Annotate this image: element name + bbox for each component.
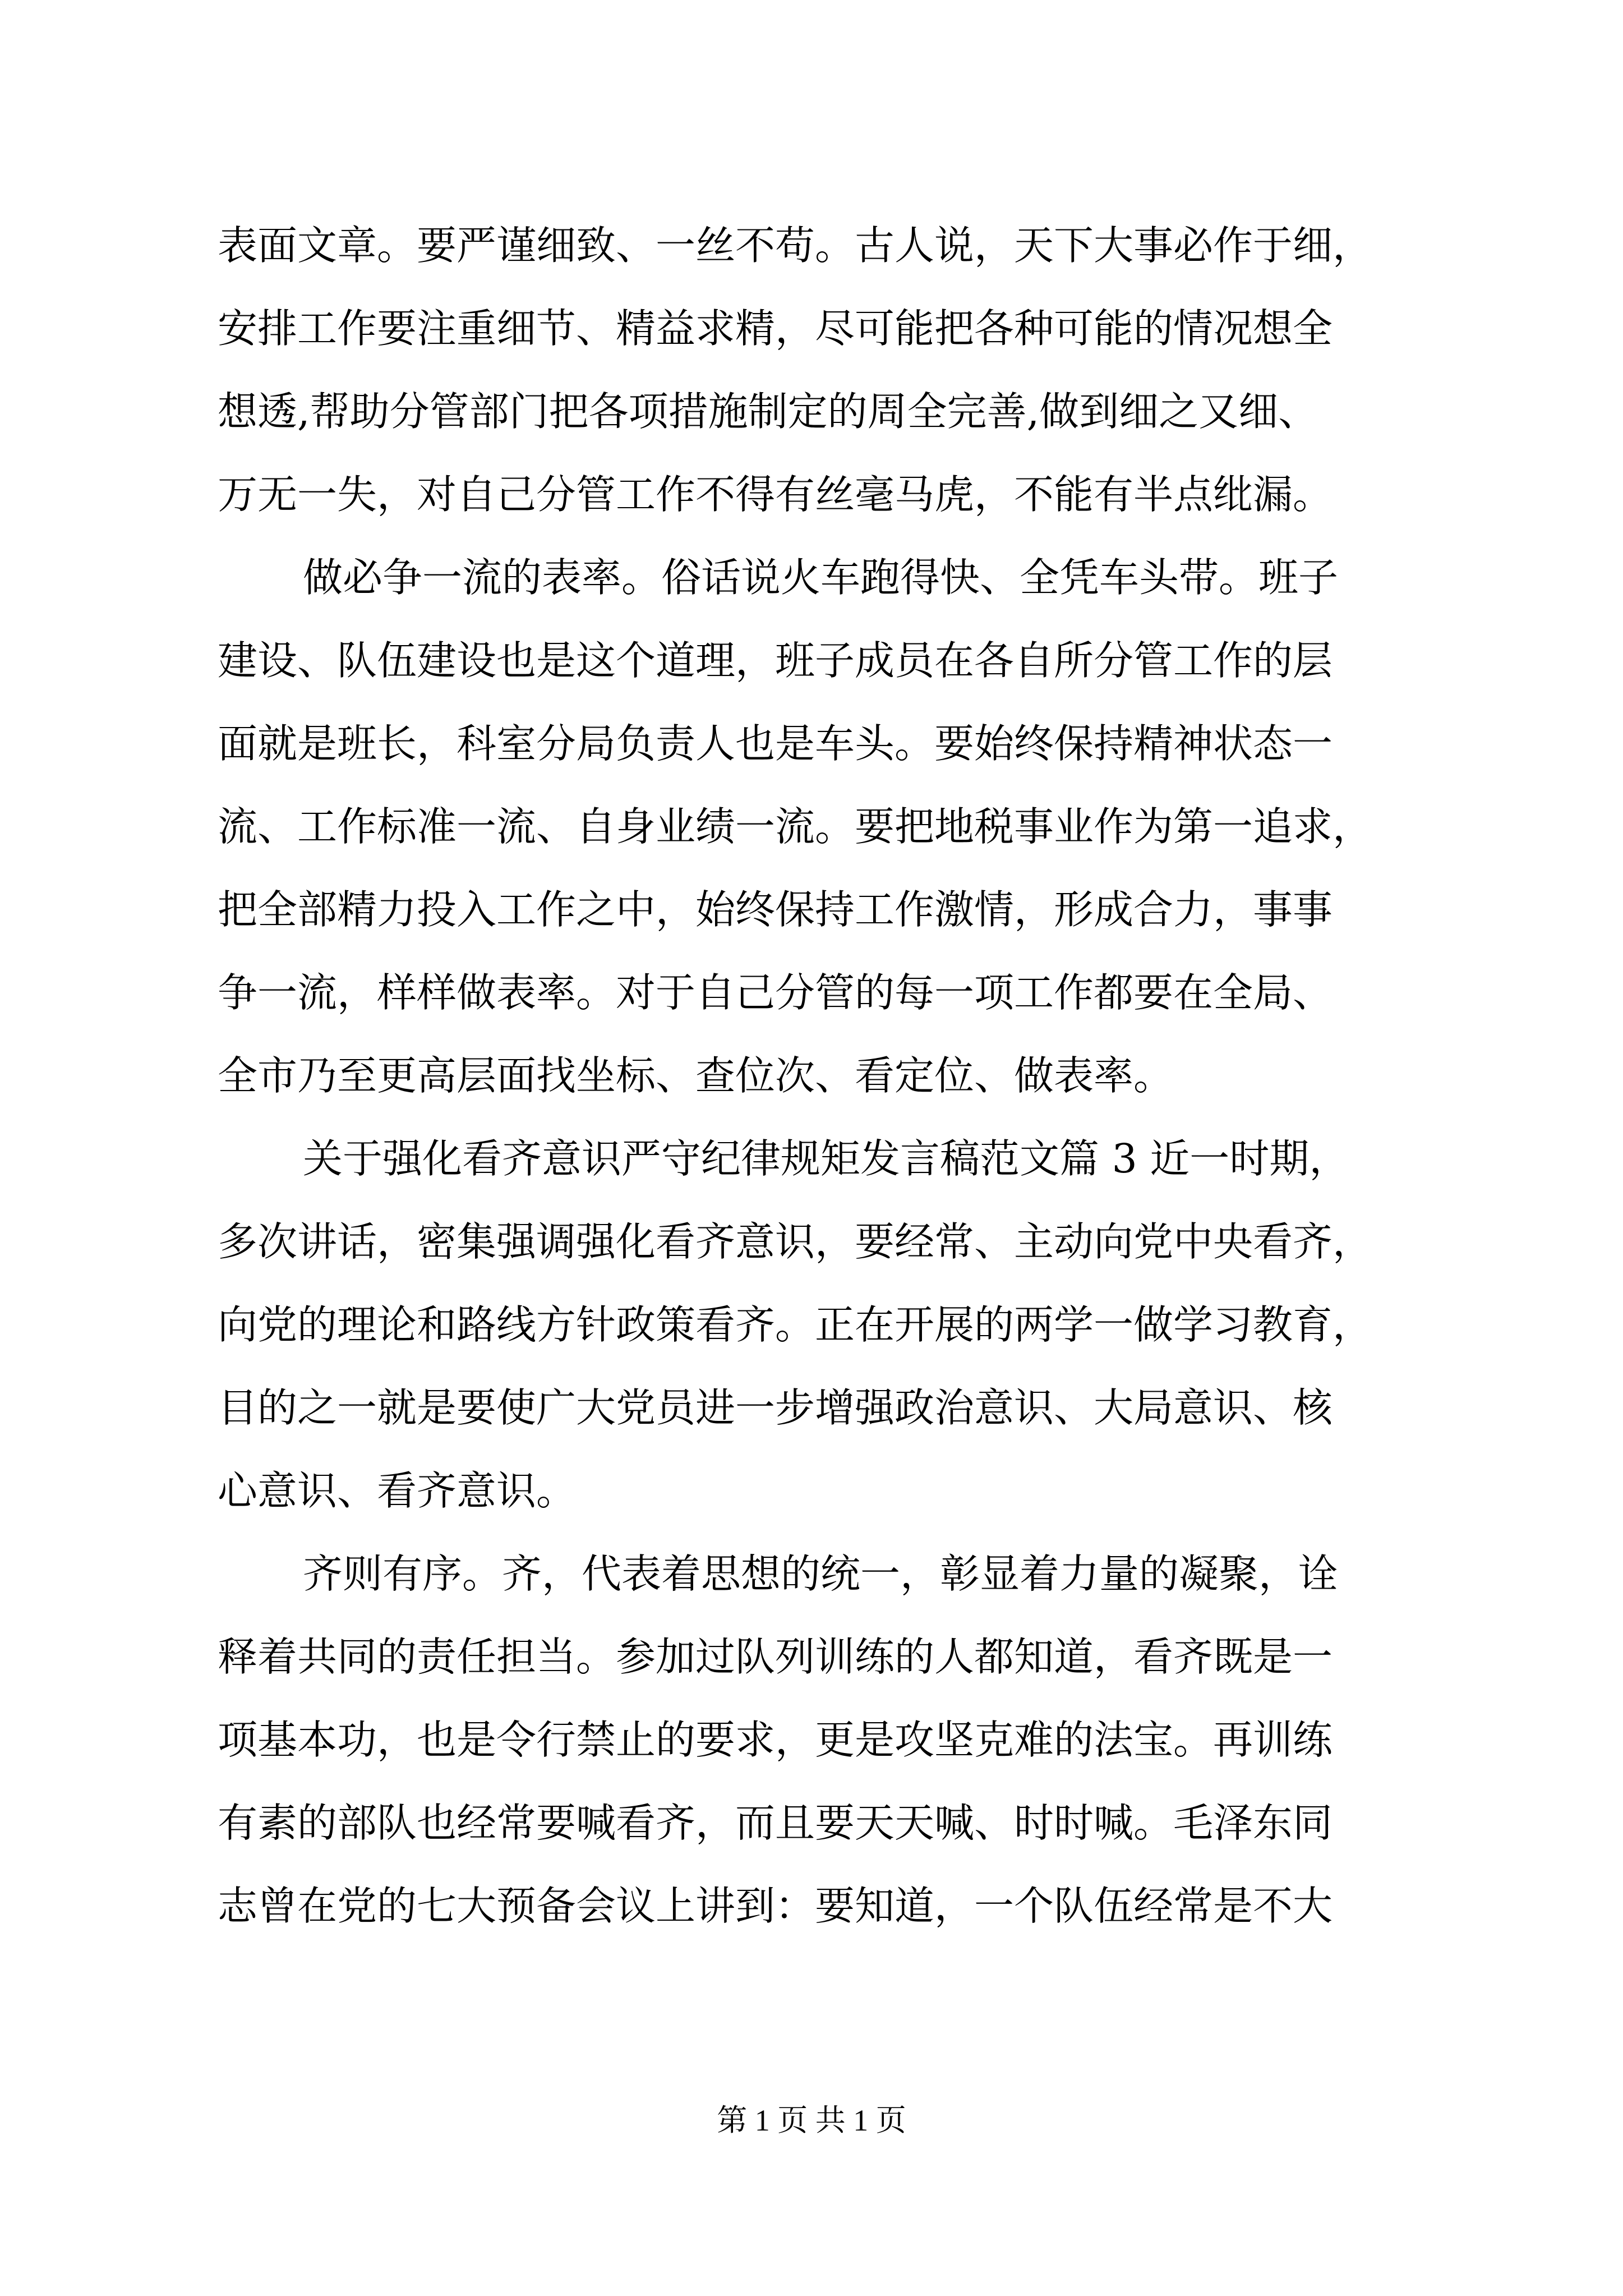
text-line: 多次讲话，密集强调强化看齐意识，要经常、主动向党中央看齐，	[218, 1218, 1373, 1265]
text-line: 把全部精力投入工作之中，始终保持工作激情，形成合力，事事	[218, 886, 1333, 933]
text-line: 流、工作标准一流、自身业绩一流。要把地税事业作为第一追求，	[218, 803, 1373, 850]
text-line: 建设、队伍建设也是这个道理，班子成员在各自所分管工作的层	[218, 637, 1333, 684]
text-line: 目的之一就是要使广大党员进一步增强政治意识、大局意识、核	[218, 1384, 1333, 1431]
text-line: 关于强化看齐意识严守纪律规矩发言稿范文篇 3 近一时期，	[303, 1135, 1349, 1182]
text-line: 志曾在党的七大预备会议上讲到：要知道，一个队伍经常是不大	[218, 1883, 1333, 1929]
text-line: 安排工作要注重细节、精益求精，尽可能把各种可能的情况想全	[218, 305, 1333, 352]
text-line: 表面文章。要严谨细致、一丝不苟。古人说，天下大事必作于细，	[218, 222, 1373, 269]
text-line: 想透,帮助分管部门把各项措施制定的周全完善,做到细之又细、	[218, 388, 1318, 435]
text-line: 有素的部队也经常要喊看齐，而且要天天喊、时时喊。毛泽东同	[218, 1800, 1333, 1846]
text-line: 释着共同的责任担当。参加过队列训练的人都知道，看齐既是一	[218, 1634, 1333, 1680]
text-line: 做必争一流的表率。俗话说火车跑得快、全凭车头带。班子	[303, 554, 1339, 601]
text-line: 向党的理论和路线方针政策看齐。正在开展的两学一做学习教育，	[218, 1301, 1373, 1348]
text-line: 面就是班长，科室分局负责人也是车头。要始终保持精神状态一	[218, 720, 1333, 767]
text-line: 项基本功，也是令行禁止的要求，更是攻坚克难的法宝。再训练	[218, 1717, 1333, 1763]
page-footer: 第 1 页 共 1 页	[717, 2104, 906, 2137]
text-line: 争一流，样样做表率。对于自己分管的每一项工作都要在全局、	[218, 969, 1333, 1016]
text-line: 心意识、看齐意识。	[218, 1467, 577, 1514]
text-line: 万无一失，对自己分管工作不得有丝毫马虎，不能有半点纰漏。	[218, 471, 1333, 518]
text-line: 齐则有序。齐，代表着思想的统一，彰显着力量的凝聚，诠	[303, 1550, 1339, 1597]
text-line: 全市乃至更高层面找坐标、查位次、看定位、做表率。	[218, 1052, 1174, 1099]
